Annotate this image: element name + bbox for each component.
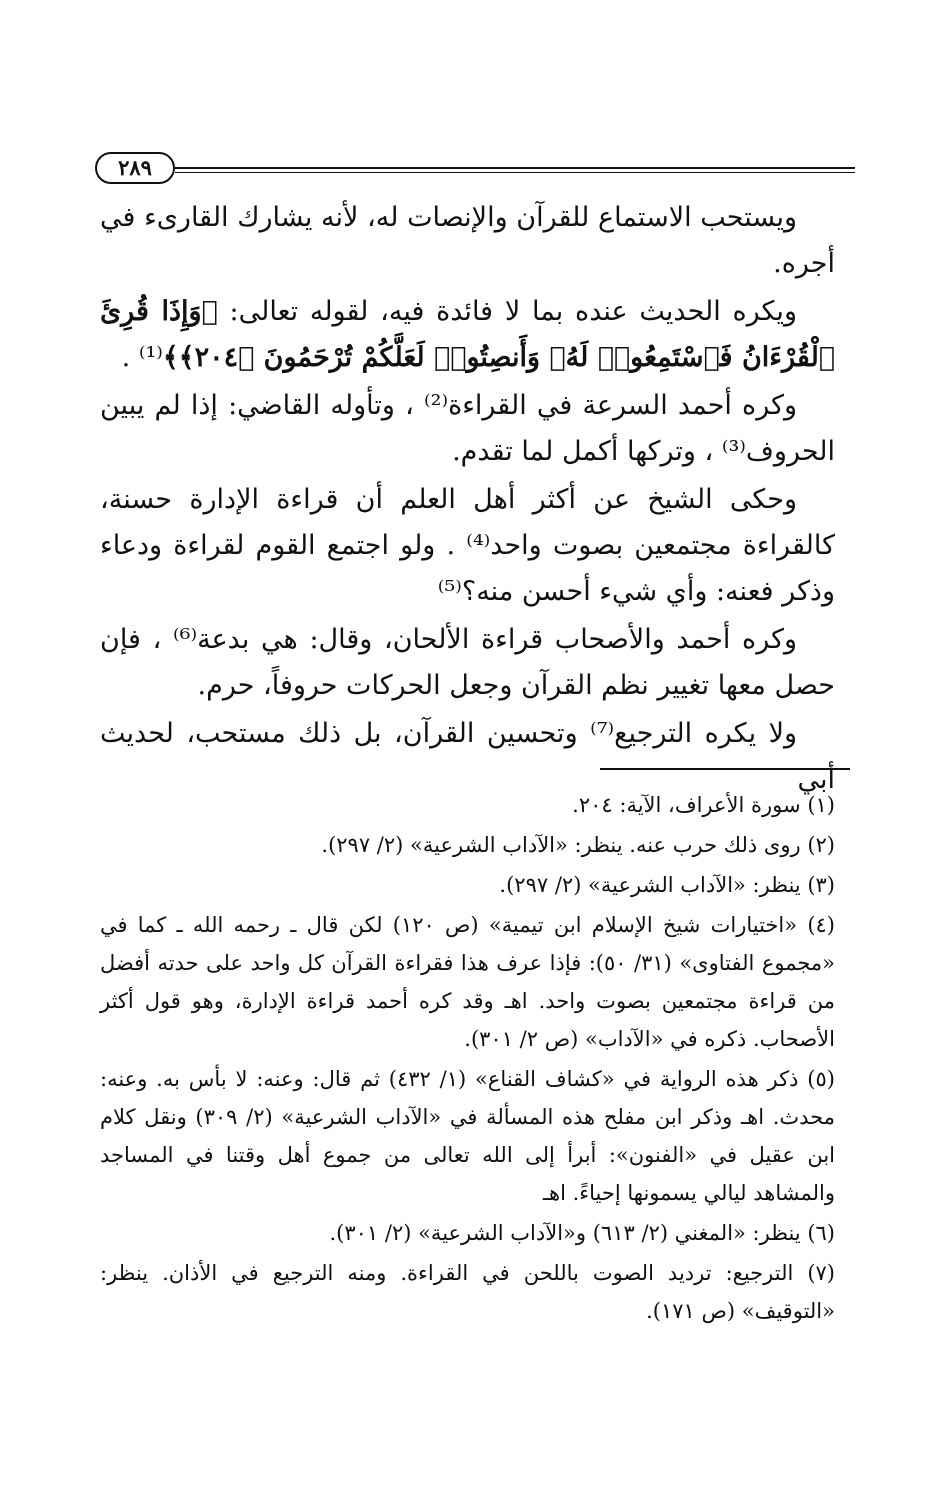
footnote-number: (٢) bbox=[807, 833, 835, 857]
footnote-text: ينظر: «الآداب الشرعية» (٢/ ٢٩٧). bbox=[499, 873, 801, 897]
footnote-text: ينظر: «المغني (٢/ ٦١٣) و«الآداب الشرعية» (٢/ ٣٠١). bbox=[329, 1221, 801, 1245]
footnotes bbox=[100, 786, 835, 1332]
quran-verse: ﴿وَإِذَا قُرِئَ ٱلْقُرْءَانُ فَٱسْتَمِعُوا۟ لَهُۥ وَأَنصِتُوا۟ لَعَلَّكُمْ تُرْحَمُونَ ﴿٢٠٤﴾﴾ bbox=[100, 296, 835, 373]
footnote-4 bbox=[100, 906, 835, 1058]
footnote-7 bbox=[100, 1254, 835, 1330]
footnote-5 bbox=[100, 1060, 835, 1212]
page-header bbox=[95, 150, 855, 190]
footnote-number: (١) bbox=[807, 793, 835, 817]
footnote-2 bbox=[100, 826, 835, 864]
paragraph-6: ولا يكره الترجيع⁽⁷⁾ وتحسين القرآن، بل ذلك مستحب، لحديث أبي bbox=[100, 718, 835, 795]
paragraph-4: وحكى الشيخ عن أكثر أهل العلم أن قراءة الإدارة حسنة، كالقراءة مجتمعين بصوت واحد⁽⁴⁾ . ولو اجتمع القوم لقراءة ودعاء وذكر فعنه: وأي شيء أحسن منه؟⁽⁵⁾ bbox=[100, 484, 835, 607]
footnote-3 bbox=[100, 866, 835, 904]
paragraph-2-footnote-ref: ⁽¹⁾ . bbox=[121, 342, 163, 373]
footnote-text: سورة الأعراف، الآية: ٢٠٤. bbox=[572, 793, 801, 817]
footnote-number: (٦) bbox=[807, 1221, 835, 1245]
footnote-6 bbox=[100, 1214, 835, 1252]
footnote-text: روى ذلك حرب عنه. ينظر: «الآداب الشرعية» (٢/ ٢٩٧). bbox=[321, 833, 801, 857]
footnote-separator bbox=[600, 768, 850, 770]
paragraph-1: ويستحب الاستماع للقرآن والإنصات له، لأنه يشارك القارىء في أجره. bbox=[100, 202, 835, 279]
footnote-number: (٣) bbox=[807, 873, 835, 897]
paragraph-5: وكره أحمد والأصحاب قراءة الألحان، وقال: هي بدعة⁽⁶⁾ ، فإن حصل معها تغيير نظم القرآن وجعل الحركات حروفاً، حرم. bbox=[100, 624, 835, 701]
header-rule bbox=[175, 167, 855, 173]
paragraph-2 bbox=[100, 289, 835, 381]
paragraph-2-text: ويكره الحديث عنده بما لا فائدة فيه، لقوله تعالى: bbox=[229, 296, 797, 327]
page-number: ٢٨٩ bbox=[95, 152, 175, 184]
footnote-number: (٤) bbox=[807, 913, 835, 937]
footnote-1 bbox=[100, 786, 835, 824]
footnote-number: (٥) bbox=[807, 1067, 835, 1091]
footnote-number: (٧) bbox=[807, 1261, 835, 1285]
footnote-text: ذكر هذه الرواية في «كشاف القناع» (١/ ٤٣٢) ثم قال: وعنه: لا بأس به. وعنه: محدث. اهـ وذكر ابن مفلح هذه المسألة في «الآداب الشرعية» (٢/ ٣٠٩) ونقل كلام ابن عقيل في «الفنون»: أبرأ إلى الله تعالى من جموع أهل وقتنا في المساجد والمشاهد ليالي يسمونها إحياءً. اهـ bbox=[100, 1067, 835, 1205]
main-text bbox=[100, 195, 835, 805]
footnote-text: الترجيع: ترديد الصوت باللحن في القراءة. ومنه الترجيع في الأذان. ينظر: «التوقيف» (ص ١٧١). bbox=[100, 1261, 835, 1323]
footnote-text: «اختيارات شيخ الإسلام ابن تيمية» (ص ١٢٠) لكن قال ـ رحمه الله ـ كما في «مجموع الفتاوى» (٣١/ ٥٠): فإذا عرف هذا فقراءة القرآن كل واحد على حدته أفضل من قراءة مجتمعين بصوت واحد. اهـ وقد كره أحمد قراءة الإدارة، وهو قول أكثر الأصحاب. ذكره في «الآداب» (ص ٢/ ٣٠١). bbox=[100, 913, 835, 1051]
paragraph-3: وكره أحمد السرعة في القراءة⁽²⁾ ، وتأوله القاضي: إذا لم يبين الحروف⁽³⁾ ، وتركها أكمل لما تقدم. bbox=[100, 390, 835, 467]
